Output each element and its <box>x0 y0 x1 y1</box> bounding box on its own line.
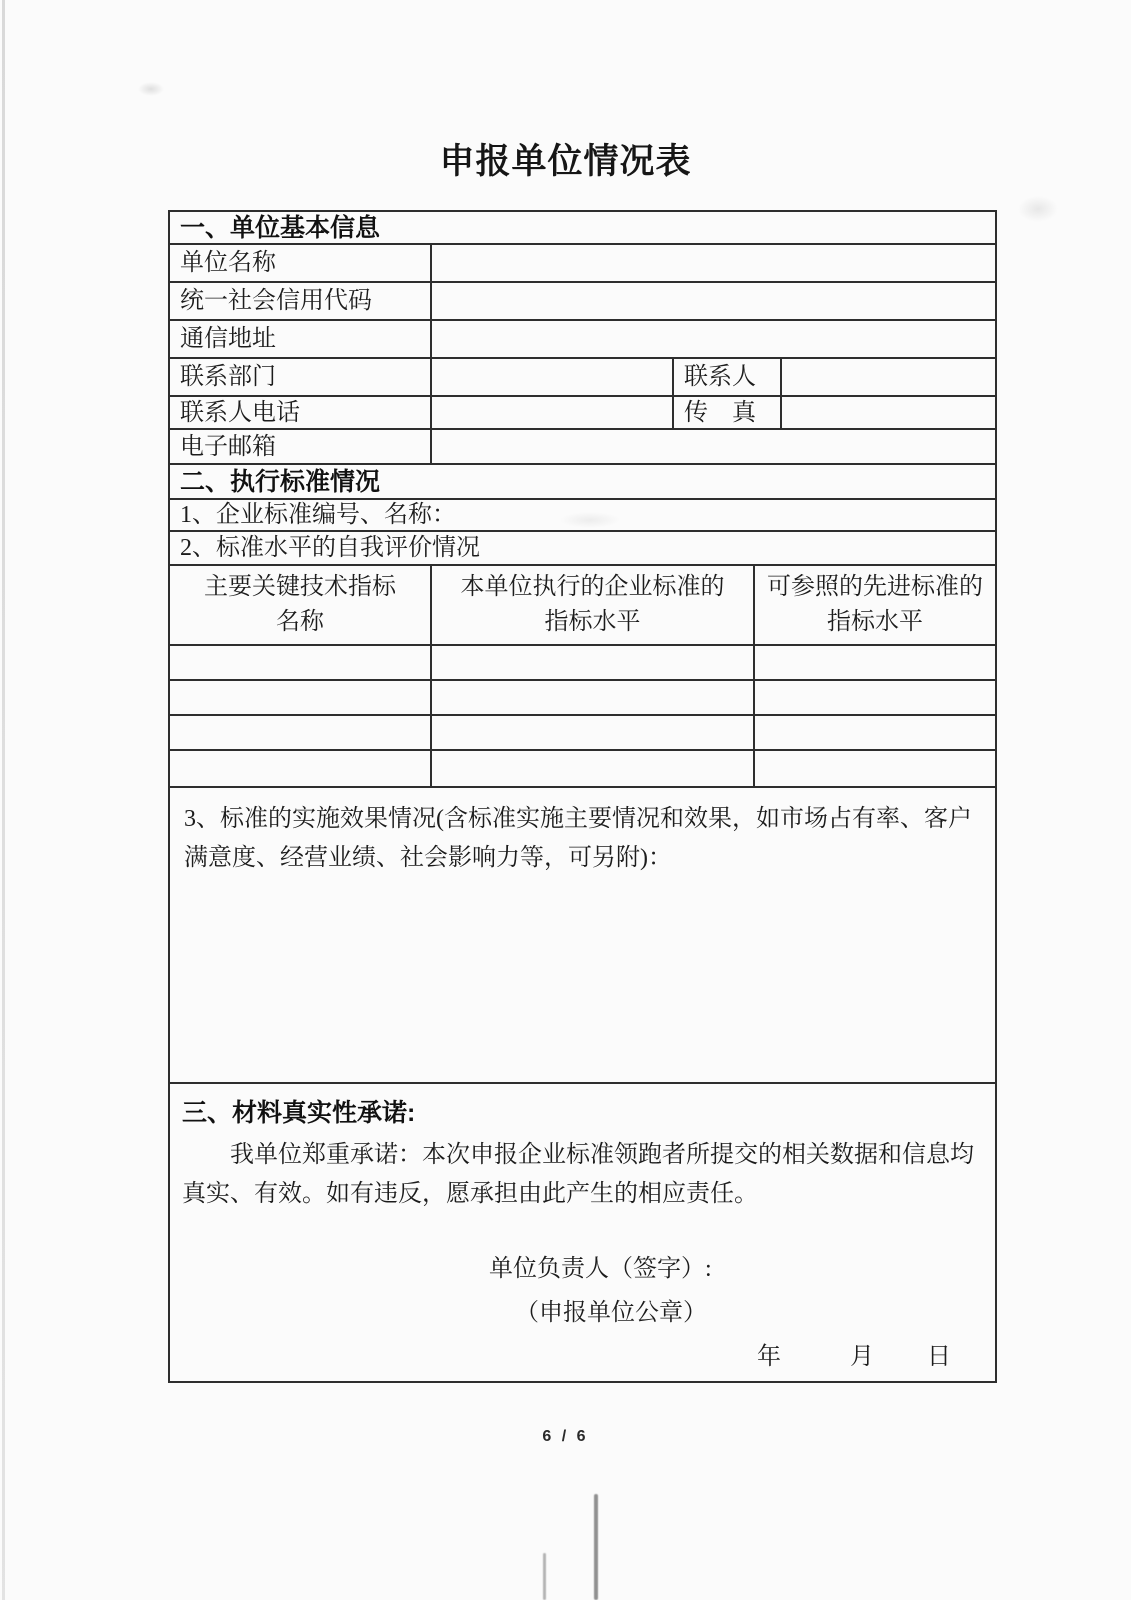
commitment-body-text: 我单位郑重承诺：本次申报企业标准领跑者所提交的相关数据和信息均真实、有效。如有违反，愿承担由此产生的相应责任。 <box>182 1142 974 1207</box>
email-value-cell <box>431 429 996 464</box>
credit-code-value-cell <box>431 282 996 320</box>
date-day-label: 日 <box>927 1344 951 1370</box>
scan-artifact-line <box>594 1494 598 1600</box>
standard-number-name-label: 1、企业标准编号、名称： <box>169 499 996 531</box>
empty-cell <box>431 680 754 715</box>
indicator-table-header-row <box>169 565 996 645</box>
table-row <box>169 282 996 320</box>
implementation-effect-cell: 3、标准的实施效果情况(含标准实施主要情况和效果，如市场占有率、客户满意度、经营业绩、社会影响力等，可另附)： <box>169 787 996 1083</box>
email-label: 电子邮箱 <box>169 429 431 464</box>
indicator-empty-row <box>169 715 996 750</box>
address-label: 通信地址 <box>169 320 431 358</box>
section2-header: 二、执行标准情况 <box>169 464 996 499</box>
scan-artifact-line <box>543 1553 546 1600</box>
table-row <box>169 358 996 396</box>
contact-person-value-cell <box>781 358 996 396</box>
fax-value-cell <box>781 396 996 429</box>
table-row <box>169 320 996 358</box>
credit-code-label: 统一社会信用代码 <box>169 282 431 320</box>
date-month-label: 月 <box>850 1344 874 1370</box>
scan-edge-shadow <box>2 0 5 1600</box>
indicator-name-header: 主要关键技术指标 名称 <box>169 565 431 645</box>
indicator-empty-row <box>169 645 996 680</box>
advanced-standard-level-header: 可参照的先进标准的 指标水平 <box>754 565 996 645</box>
empty-cell <box>754 750 996 787</box>
table-row <box>169 499 996 531</box>
contact-dept-value-cell <box>431 358 673 396</box>
section1-header-row <box>169 211 996 244</box>
page-number: 6 / 6 <box>542 1428 589 1445</box>
indicator-empty-row <box>169 750 996 787</box>
fax-label: 传 真 <box>673 396 781 429</box>
scan-smudge <box>1018 196 1058 222</box>
section2-header-row <box>169 464 996 499</box>
contact-dept-label: 联系部门 <box>169 358 431 396</box>
contact-person-label: 联系人 <box>673 358 781 396</box>
date-year-label: 年 <box>757 1344 781 1370</box>
implementation-effect-row <box>169 787 996 1083</box>
table-row <box>169 396 996 429</box>
unit-name-value-cell <box>431 244 996 282</box>
table-row <box>169 429 996 464</box>
sign-label: 单位负责人（签字）: <box>489 1256 712 1282</box>
empty-cell <box>754 645 996 680</box>
commitment-row <box>169 1083 996 1382</box>
enterprise-standard-level-header: 本单位执行的企业标准的 指标水平 <box>431 565 754 645</box>
empty-cell <box>754 680 996 715</box>
seal-label: （申报单位公章） <box>515 1300 707 1326</box>
commitment-cell <box>169 1083 996 1382</box>
table-row <box>169 531 996 565</box>
unit-name-label: 单位名称 <box>169 244 431 282</box>
self-evaluation-label: 2、标准水平的自我评价情况 <box>169 531 996 565</box>
empty-cell <box>754 715 996 750</box>
declaration-form-table <box>168 210 997 1383</box>
section3-header: 三、材料真实性承诺: <box>182 1099 416 1127</box>
empty-cell <box>431 645 754 680</box>
empty-cell <box>169 680 431 715</box>
phone-label: 联系人电话 <box>169 396 431 429</box>
empty-cell <box>169 750 431 787</box>
address-value-cell <box>431 320 996 358</box>
indicator-empty-row <box>169 680 996 715</box>
empty-cell <box>169 715 431 750</box>
empty-cell <box>431 750 754 787</box>
scan-smudge <box>138 82 164 96</box>
empty-cell <box>431 715 754 750</box>
empty-cell <box>169 645 431 680</box>
table-row <box>169 244 996 282</box>
phone-value-cell <box>431 396 673 429</box>
section1-header: 一、单位基本信息 <box>169 211 996 244</box>
page-title: 申报单位情况表 <box>439 142 692 181</box>
